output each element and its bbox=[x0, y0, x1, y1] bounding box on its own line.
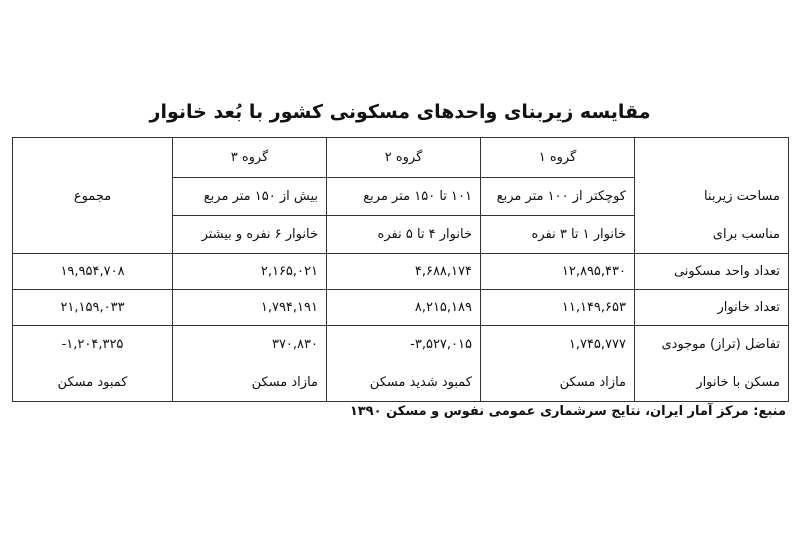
difference-total: -۱,۲۰۴,۳۲۵ bbox=[13, 326, 173, 364]
area-range-group-3: بیش از ۱۵۰ متر مربع bbox=[173, 178, 327, 216]
table-row bbox=[13, 290, 789, 326]
table-row bbox=[13, 216, 789, 254]
status-total: کمبود مسکن bbox=[13, 364, 173, 402]
total-header: مجموع bbox=[13, 178, 173, 216]
housing-units-group-2: ۴,۶۸۸,۱۷۴ bbox=[327, 254, 481, 290]
status-group-1: مازاد مسکن bbox=[481, 364, 635, 402]
table-row bbox=[13, 254, 789, 290]
housing-units-group-1: ۱۲,۸۹۵,۴۳۰ bbox=[481, 254, 635, 290]
household-size-group-2: خانوار ۴ تا ۵ نفره bbox=[327, 216, 481, 254]
status-group-3: مازاد مسکن bbox=[173, 364, 327, 402]
comparison-table bbox=[12, 137, 789, 402]
housing-units-total: ۱۹,۹۵۴,۷۰۸ bbox=[13, 254, 173, 290]
households-group-1: ۱۱,۱۴۹,۶۵۳ bbox=[481, 290, 635, 326]
housing-units-group-3: ۲,۱۶۵,۰۲۱ bbox=[173, 254, 327, 290]
table-title: مقایسه زیربنای واحدهای مسکونی کشور با بُعد خانوار bbox=[149, 101, 651, 123]
household-size-group-3: خانوار ۶ نفره و بیشتر bbox=[173, 216, 327, 254]
group-3-header: گروه ۳ bbox=[173, 138, 327, 178]
table-row bbox=[13, 178, 789, 216]
row-label-difference-line-1: تفاضل (تراز) موجودی bbox=[635, 326, 789, 364]
table-row bbox=[13, 364, 789, 402]
total-cell-blank bbox=[13, 216, 173, 254]
label-cell-empty bbox=[635, 138, 789, 178]
area-label: مساحت زیربنا bbox=[635, 178, 789, 216]
suitable-label: مناسب برای bbox=[635, 216, 789, 254]
group-2-header: گروه ۲ bbox=[327, 138, 481, 178]
table-row bbox=[13, 138, 789, 178]
row-label-households: تعداد خانوار bbox=[635, 290, 789, 326]
status-group-2: کمبود شدید مسکن bbox=[327, 364, 481, 402]
difference-group-2: -۳,۵۲۷,۰۱۵ bbox=[327, 326, 481, 364]
row-label-housing-units: تعداد واحد مسکونی bbox=[635, 254, 789, 290]
total-cell-empty bbox=[13, 138, 173, 178]
households-group-2: ۸,۲۱۵,۱۸۹ bbox=[327, 290, 481, 326]
row-label-difference-line-2: مسکن با خانوار bbox=[635, 364, 789, 402]
household-size-group-1: خانوار ۱ تا ۳ نفره bbox=[481, 216, 635, 254]
households-group-3: ۱,۷۹۴,۱۹۱ bbox=[173, 290, 327, 326]
households-total: ۲۱,۱۵۹,۰۳۳ bbox=[13, 290, 173, 326]
group-1-header: گروه ۱ bbox=[481, 138, 635, 178]
source-note: منبع: مرکز آمار ایران، نتایج سرشماری عمومی نفوس و مسکن ۱۳۹۰ bbox=[349, 404, 786, 419]
difference-group-3: ۳۷۰,۸۳۰ bbox=[173, 326, 327, 364]
difference-group-1: ۱,۷۴۵,۷۷۷ bbox=[481, 326, 635, 364]
area-range-group-2: ۱۰۱ تا ۱۵۰ متر مربع bbox=[327, 178, 481, 216]
area-range-group-1: کوچکتر از ۱۰۰ متر مربع bbox=[481, 178, 635, 216]
table-row bbox=[13, 326, 789, 364]
